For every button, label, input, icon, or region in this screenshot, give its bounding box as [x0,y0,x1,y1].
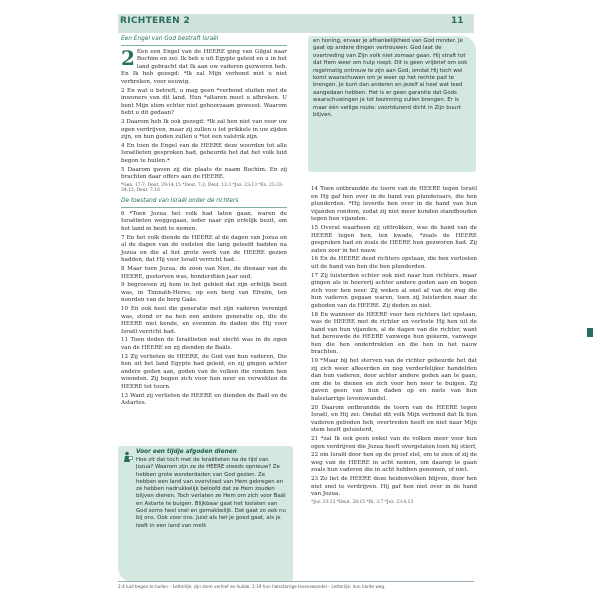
verse-1: Een een Engel van de HEERE ging van Gilgal naar Bochim en zei: Ik heb u uit Egypte geleid en u in het land gebracht dat Ik aan uw vaderen gezworen heb. En Ik heb gezegd: *Ik zal Mijn verbond met u niet verbreken, voor eeuwig. [121,48,287,85]
verse-10: 10 En ook heel die generatie met zijn vaderen verenigd was, stond er na hen een andere generatie op, die de HEERE niet kende, en evenmin de daden die Hij voor Israël verricht had. [121,306,287,335]
verse-21: 21 *zal Ik ook geen enkel van de volken meer voor hun ogen verdrijven die Jozua heeft overgelaten toen hij stierf, [311,436,477,450]
verse-17: 17 Zij luisterden echter ook niet naar hun richters, maar gingen als in hoererij achter andere goden aan en bogen zich voor hen neer. Zij weken al snel af van de weg die hun vaderen gegaan waren, toen zij luisterden naar de geboden van de HEERE. Zij deden zo niet. [311,272,477,309]
reading-person-icon [122,451,134,463]
verse-9: 9 begroeven zij hem in het gebied dat zijn erfelijk bezit was, in Timnath-Heres, op een berg van Efraïm, ten noorden van de berg Gaäs. [121,282,287,304]
sidebar-title: Voor een tijdje afgoden dienen [136,449,237,455]
verse-12: 12 Zij verlieten de HEERE, de God van hun vaderen, Die hen uit het land Egypte had geleid, en zij gingen achter andere goden aan, goden van de volken die rondom hen woonden. Zij bogen zich voor hen neer en verwekten de HEERE tot toorn. [121,353,287,390]
right-column [311,186,477,510]
verse-19: 19 *Maar bij het sterven van de richter gebeurde het dat zij zich weer afkeerden en nog verderfelijker handelden dan hun vaderen, door achter andere goden aan te gaan, om die te dienen en zich voor hen neer te buigen. Zij gaven geen van hun daden op en niets van hun halsstarrige levenswandel. [311,358,477,403]
page-edge-marker [587,328,593,337]
left-column [121,36,287,409]
verse-7: 7 En het volk diende de HEERE al de dagen van Jozua en al de dagen van de oudsten die lang geleefd hadden na Jozua en die al het grote werk van de HEERE gezien hadden, dat Hij voor Israël verricht had. [121,234,287,264]
verse-3: 3 Daarom heb Ik ook gezegd: *Ik zal hen niet van voor uw ogen verdrijven, maar zij zullen u tot prikkels in uw zijden zijn, en hun goden zullen u *tot een valstrik zijn. [121,118,287,141]
note-text: en honing, ervaar je afhankelijkheid van God minder. Je gaat op andere dingen vertrouwen. God laat de overtreding van Zijn volk niet zomaar gaan. Hij straft tot dat Hem weer om hulp roept. Dit is geen vrijbrief om ook regelmatig ontrouw te zijn aan God, omdat Hij toch wel komt waarschuwen om je weer op het rechte pad te brengen. Je kunt dan anderen en jezelf al heel wat leed aangedaan hebben. Het is er geen garantie dat Gods waarschuwingen je tot bezinning zullen brengen. Er is maar één veilige route: voortdurend dicht in Zijn buurt blijven. [313,38,468,119]
verse-5: 5 Daarom gaven zij die plaats de naam Bochim. En zij brachten daar offers aan de HEERE. [121,166,287,181]
running-title: RICHTEREN 2 [120,16,191,26]
footer-notes: 2:4 luid begon te huilen – Letterlijk: zijn stem verhief en huilde. 2:19 hun halsstarrige levenswandel – Letterlijk: hun harde weg. [118,584,386,589]
verse-2: 2 En wat u betreft, u mag geen *verbond sluiten met de inwoners van dit land. Hun *altaren moet u afbreken. U bent Mijn stem echter niet gehoorzaam geweest. Waarom hebt u dit gedaan? [121,87,287,117]
verse-15: 15 Overal waarheen zij uittrokken, was de hand van de HEERE tegen hen, ten kwade, *zoals de HEERE gesproken had en zoals de HEERE hun gezworen had. Zij zaten zeer in het nauw. [311,224,477,254]
chapter-number: 2 [121,45,135,70]
verse-4: 4 En toen de Engel van de HEERE deze woorden tot alle Israëlieten gesproken had, gebeurde het dat het volk luid begon te huilen.* [121,142,287,164]
cross-references: *Gen. 17:7; Deut. 29:14,15 *Deut. 7:2; Deut. 12:3 *Joz. 23:13 *Ex. 23:33; 34:12; Deut. 7:16 [121,182,284,194]
verse-20: 20 Daarom ontbrandde de toorn van de HEERE tegen Israël, en Hij zei: Omdat dit volk Mijn verbond dat Ik hun vaderen geboden heb, overtreden heeft en niet naar Mijn stem heeft geluisterd, [311,404,477,434]
footer-divider [118,581,474,582]
verse-13: 13 Want zij verlieten de HEERE en dienden de Baäl en de Astartes. [121,392,287,407]
page-number: 11 [451,16,464,26]
verse-14: 14 Toen ontbrandde de toorn van de HEERE tegen Israël en Hij gaf hen over in de hand van plunderaars, die hen plunderden. *Hij leverde hen over in de hand van hun vijanden rondom, zodat zij niet meer konden standhouden tegen hun vijanden. [311,186,477,223]
section-heading: Een Engel van God bestraft Israël [121,36,287,46]
verse-23: 23 Zo liet de HEERE deze heidenvolken blijven, door hen niet snel te verdrijven. Hij gaf hen niet over in de hand van Jozua. [311,475,477,498]
sidebar-text: Hoe zit dat toch met de Israëlieten na de tijd van Jozua? Waarom zijn ze de HEERE steeds opnieuw? Ze hebben grote wonderdaden van God gezien. Ze hebben een land van overvloed van Hem gekregen en ze hebben nadrukkelijk beloofd dat ze Hem zouden blijven dienen. Toch verlaten ze Hem om zich voor Baäl en Astarte te buigen. Blijkbaar gaat het loslaten van God soms heel snel en gemakkelijk. Dat gaat zo ook nu bij ons. Ook voor ons. Juist als het je goed gaat, als je leeft in een land van melk [136,457,286,529]
section-heading: De toestand van Israël onder de richters [121,198,287,208]
verse-11: 11 Toen deden de Israëlieten wat slecht was in de ogen van de HEERE en zij dienden de Baäls. [121,337,287,351]
verse-6: 6 *Toen Jozua het volk had laten gaan, waren de Israëlieten weggegaan, ieder naar zijn erfelijk bezit, om het land in bezit te nemen. [121,210,287,233]
verse-8: 8 Maar toen Jozua, de zoon van Nun, de dienaar van de HEERE, gestorven was, honderdtien jaar oud, [121,266,287,280]
cross-references: *Joz. 23:13 *Deut. 28:15 *Ri. 3:7 *Joz. 23:4,13 [311,499,414,505]
verse-22: 22 om Israël door hen op de proef stel, om te zien of zij de weg van de HEERE in acht nemen, om daarop te gaan zoals hun vaderen die in acht hebben genomen, of niet. [311,452,477,474]
verse-18: 18 En wanneer de HEERE voor hen richters liet opstaan, was de HEERE met de richter en verloste Hij hen uit de hand van hun vijanden, al de dagen van die richter, want het berouwde de HEERE vanwege hun gekerm, vanwege hen die hen onderdrukten en die hen in het nauw brachten. [311,311,477,356]
verse-16: 16 En de HEERE deed richters opstaan, die hen verlosten uit de hand van hen die hen plunderden. [311,256,477,270]
